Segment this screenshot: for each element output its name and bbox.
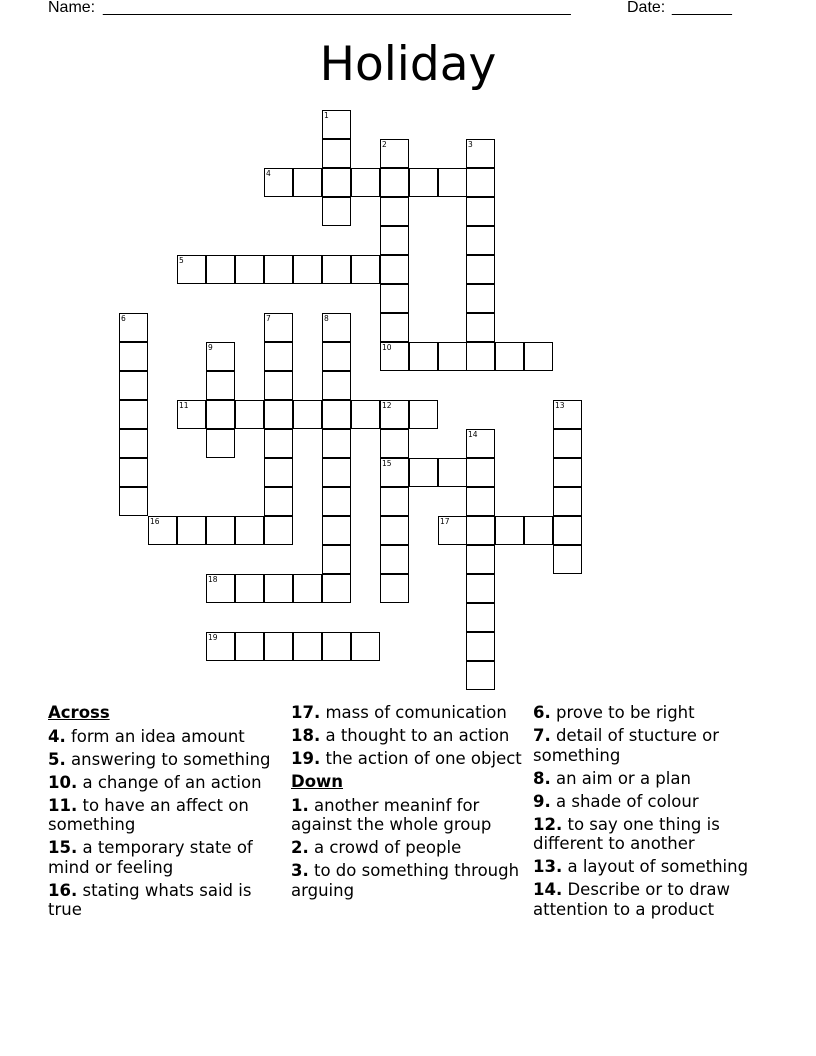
grid-cell[interactable] <box>466 168 495 197</box>
grid-cell[interactable] <box>119 313 148 342</box>
grid-cell[interactable] <box>380 255 409 284</box>
grid-cell[interactable] <box>264 371 293 400</box>
grid-cell[interactable] <box>264 342 293 371</box>
grid-cell[interactable] <box>264 487 293 516</box>
grid-cell[interactable] <box>380 400 409 429</box>
clue-down-14: 14. Describe or to draw attention to a product <box>533 880 731 919</box>
clue-down-12: 12. to say one thing is different to another <box>533 814 720 853</box>
grid-cell[interactable] <box>322 139 351 168</box>
grid-cell[interactable] <box>351 168 380 197</box>
grid-cell[interactable] <box>380 545 409 574</box>
grid-cell[interactable] <box>553 429 582 458</box>
clue-down-7: 7. detail of stucture or something <box>533 726 719 765</box>
grid-cell[interactable] <box>409 400 438 429</box>
grid-cell[interactable] <box>206 632 235 661</box>
grid-cell[interactable] <box>322 487 351 516</box>
grid-cell[interactable] <box>380 458 409 487</box>
grid-cell[interactable] <box>351 255 380 284</box>
clue-across-18: 18. a thought to an action <box>291 726 510 745</box>
grid-cell[interactable] <box>235 574 264 603</box>
name-line[interactable]: _______________________________________________________ <box>103 0 571 16</box>
grid-cell[interactable] <box>466 632 495 661</box>
puzzle-title: Holiday <box>319 37 497 92</box>
grid-cell[interactable] <box>264 574 293 603</box>
grid-cell[interactable] <box>264 313 293 342</box>
grid-cell[interactable] <box>553 516 582 545</box>
grid-cell[interactable] <box>235 255 264 284</box>
cell-number: 14 <box>468 430 478 439</box>
grid-cell[interactable] <box>322 110 351 139</box>
grid-cell[interactable] <box>119 429 148 458</box>
cell-number: 6 <box>121 314 126 323</box>
grid-cell[interactable] <box>119 458 148 487</box>
cell-number: 13 <box>555 401 565 410</box>
cell-number: 8 <box>324 314 329 323</box>
cell-number: 7 <box>266 314 271 323</box>
grid-cell[interactable] <box>322 255 351 284</box>
grid-cell[interactable] <box>380 574 409 603</box>
clue-across-10: 10. a change of an action <box>48 772 262 792</box>
grid-cell[interactable] <box>380 313 409 342</box>
grid-cell[interactable] <box>380 139 409 168</box>
grid-cell[interactable] <box>466 226 495 255</box>
grid-cell[interactable] <box>264 400 293 429</box>
cell-number: 12 <box>382 401 392 410</box>
grid-cell[interactable] <box>322 313 351 342</box>
grid-cell[interactable] <box>119 400 148 429</box>
grid-cell[interactable] <box>380 168 409 197</box>
grid-cell[interactable] <box>553 458 582 487</box>
cell-number: 11 <box>179 401 189 410</box>
clue-across-17: 17. mass of comunication <box>291 703 507 722</box>
grid-cell[interactable] <box>264 168 293 197</box>
grid-cell[interactable] <box>206 516 235 545</box>
grid-cell[interactable] <box>148 516 177 545</box>
grid-cell[interactable] <box>264 458 293 487</box>
grid-cell[interactable] <box>264 255 293 284</box>
grid-cell[interactable] <box>322 458 351 487</box>
grid-cell[interactable] <box>466 458 495 487</box>
grid-cell[interactable] <box>438 516 467 545</box>
grid-cell[interactable] <box>264 516 293 545</box>
grid-cell[interactable] <box>438 342 467 371</box>
clue-across-11: 11. to have an affect on something <box>48 795 249 834</box>
grid-cell[interactable] <box>235 632 264 661</box>
grid-cell[interactable] <box>322 342 351 371</box>
clue-across-4: 4. form an idea amount <box>48 726 245 746</box>
clue-down-9: 9. a shade of colour <box>533 791 699 811</box>
grid-cell[interactable] <box>293 400 322 429</box>
grid-cell[interactable] <box>409 458 438 487</box>
grid-cell[interactable] <box>206 255 235 284</box>
cell-number: 19 <box>208 633 218 642</box>
cell-number: 9 <box>208 343 213 352</box>
grid-cell[interactable] <box>466 661 495 690</box>
grid-cell[interactable] <box>495 342 524 371</box>
grid-cell[interactable] <box>524 342 553 371</box>
cell-number: 17 <box>440 517 450 526</box>
cell-number: 10 <box>382 343 392 352</box>
grid-cell[interactable] <box>380 197 409 226</box>
clue-down-3: 3. to do something through arguing <box>291 861 520 900</box>
clue-across-15: 15. a temporary state of mind or feeling <box>48 838 253 877</box>
grid-cell[interactable] <box>553 487 582 516</box>
grid-cell[interactable] <box>177 516 206 545</box>
cell-number: 2 <box>382 140 387 149</box>
grid-cell[interactable] <box>466 429 495 458</box>
grid-cell[interactable] <box>119 371 148 400</box>
grid-cell[interactable] <box>380 342 409 371</box>
across-heading: Across <box>48 703 110 722</box>
grid-cell[interactable] <box>466 574 495 603</box>
grid-cell[interactable] <box>206 429 235 458</box>
grid-cell[interactable] <box>293 168 322 197</box>
cell-number: 4 <box>266 169 271 178</box>
grid-cell[interactable] <box>322 400 351 429</box>
grid-cell[interactable] <box>466 545 495 574</box>
grid-cell[interactable] <box>380 487 409 516</box>
cell-number: 1 <box>324 111 329 120</box>
clues-column-2 <box>291 703 523 904</box>
grid-cell[interactable] <box>322 168 351 197</box>
worksheet-header <box>48 0 748 20</box>
grid-cell[interactable] <box>206 342 235 371</box>
date-line[interactable]: _______ <box>672 0 732 16</box>
grid-cell[interactable] <box>264 632 293 661</box>
grid-cell[interactable] <box>351 400 380 429</box>
grid-cell[interactable] <box>438 458 467 487</box>
grid-cell[interactable] <box>524 516 553 545</box>
clues-column-1 <box>48 703 280 923</box>
cell-number: 5 <box>179 256 184 265</box>
grid-cell[interactable] <box>380 429 409 458</box>
grid-cell[interactable] <box>409 342 438 371</box>
clue-across-16: 16. stating whats said is true <box>48 880 252 919</box>
grid-cell[interactable] <box>351 632 380 661</box>
grid-cell[interactable] <box>495 516 524 545</box>
grid-cell[interactable] <box>235 400 264 429</box>
grid-cell[interactable] <box>438 168 467 197</box>
grid-cell[interactable] <box>466 342 495 371</box>
clue-down-8: 8. an aim or a plan <box>533 768 691 788</box>
grid-cell[interactable] <box>466 603 495 632</box>
grid-cell[interactable] <box>553 545 582 574</box>
clue-down-6: 6. prove to be right <box>533 703 695 722</box>
grid-cell[interactable] <box>466 516 495 545</box>
grid-cell[interactable] <box>322 516 351 545</box>
cell-number: 15 <box>382 459 392 468</box>
clue-down-1: 1. another meaninf for against the whole group <box>291 795 492 834</box>
clue-across-5: 5. answering to something <box>48 749 271 769</box>
grid-cell[interactable] <box>322 429 351 458</box>
grid-cell[interactable] <box>322 371 351 400</box>
grid-cell[interactable] <box>293 632 322 661</box>
clues-column-3 <box>533 703 773 923</box>
grid-cell[interactable] <box>380 226 409 255</box>
grid-cell[interactable] <box>466 284 495 313</box>
grid-cell[interactable] <box>177 255 206 284</box>
clue-across-19: 19. the action of one object <box>291 749 522 768</box>
grid-cell[interactable] <box>264 429 293 458</box>
cell-number: 3 <box>468 140 473 149</box>
grid-cell[interactable] <box>466 255 495 284</box>
grid-cell[interactable] <box>409 168 438 197</box>
grid-cell[interactable] <box>466 487 495 516</box>
grid-cell[interactable] <box>322 574 351 603</box>
cell-number: 18 <box>208 575 218 584</box>
grid-cell[interactable] <box>293 574 322 603</box>
grid-cell[interactable] <box>177 400 206 429</box>
name-label: Name: <box>48 0 100 16</box>
grid-cell[interactable] <box>206 574 235 603</box>
grid-cell[interactable] <box>119 487 148 516</box>
grid-cell[interactable] <box>466 313 495 342</box>
clue-down-2: 2. a crowd of people <box>291 838 462 857</box>
grid-cell[interactable] <box>322 197 351 226</box>
grid-cell[interactable] <box>380 516 409 545</box>
grid-cell[interactable] <box>119 342 148 371</box>
date-label: Date: <box>627 0 670 16</box>
grid-cell[interactable] <box>553 400 582 429</box>
grid-cell[interactable] <box>235 516 264 545</box>
down-heading: Down <box>291 772 344 791</box>
grid-cell[interactable] <box>206 371 235 400</box>
clue-down-13: 13. a layout of something <box>533 857 749 876</box>
grid-cell[interactable] <box>293 255 322 284</box>
grid-cell[interactable] <box>466 139 495 168</box>
cell-number: 16 <box>150 517 160 526</box>
grid-cell[interactable] <box>380 284 409 313</box>
grid-cell[interactable] <box>206 400 235 429</box>
grid-cell[interactable] <box>322 545 351 574</box>
grid-cell[interactable] <box>466 197 495 226</box>
grid-cell[interactable] <box>322 632 351 661</box>
